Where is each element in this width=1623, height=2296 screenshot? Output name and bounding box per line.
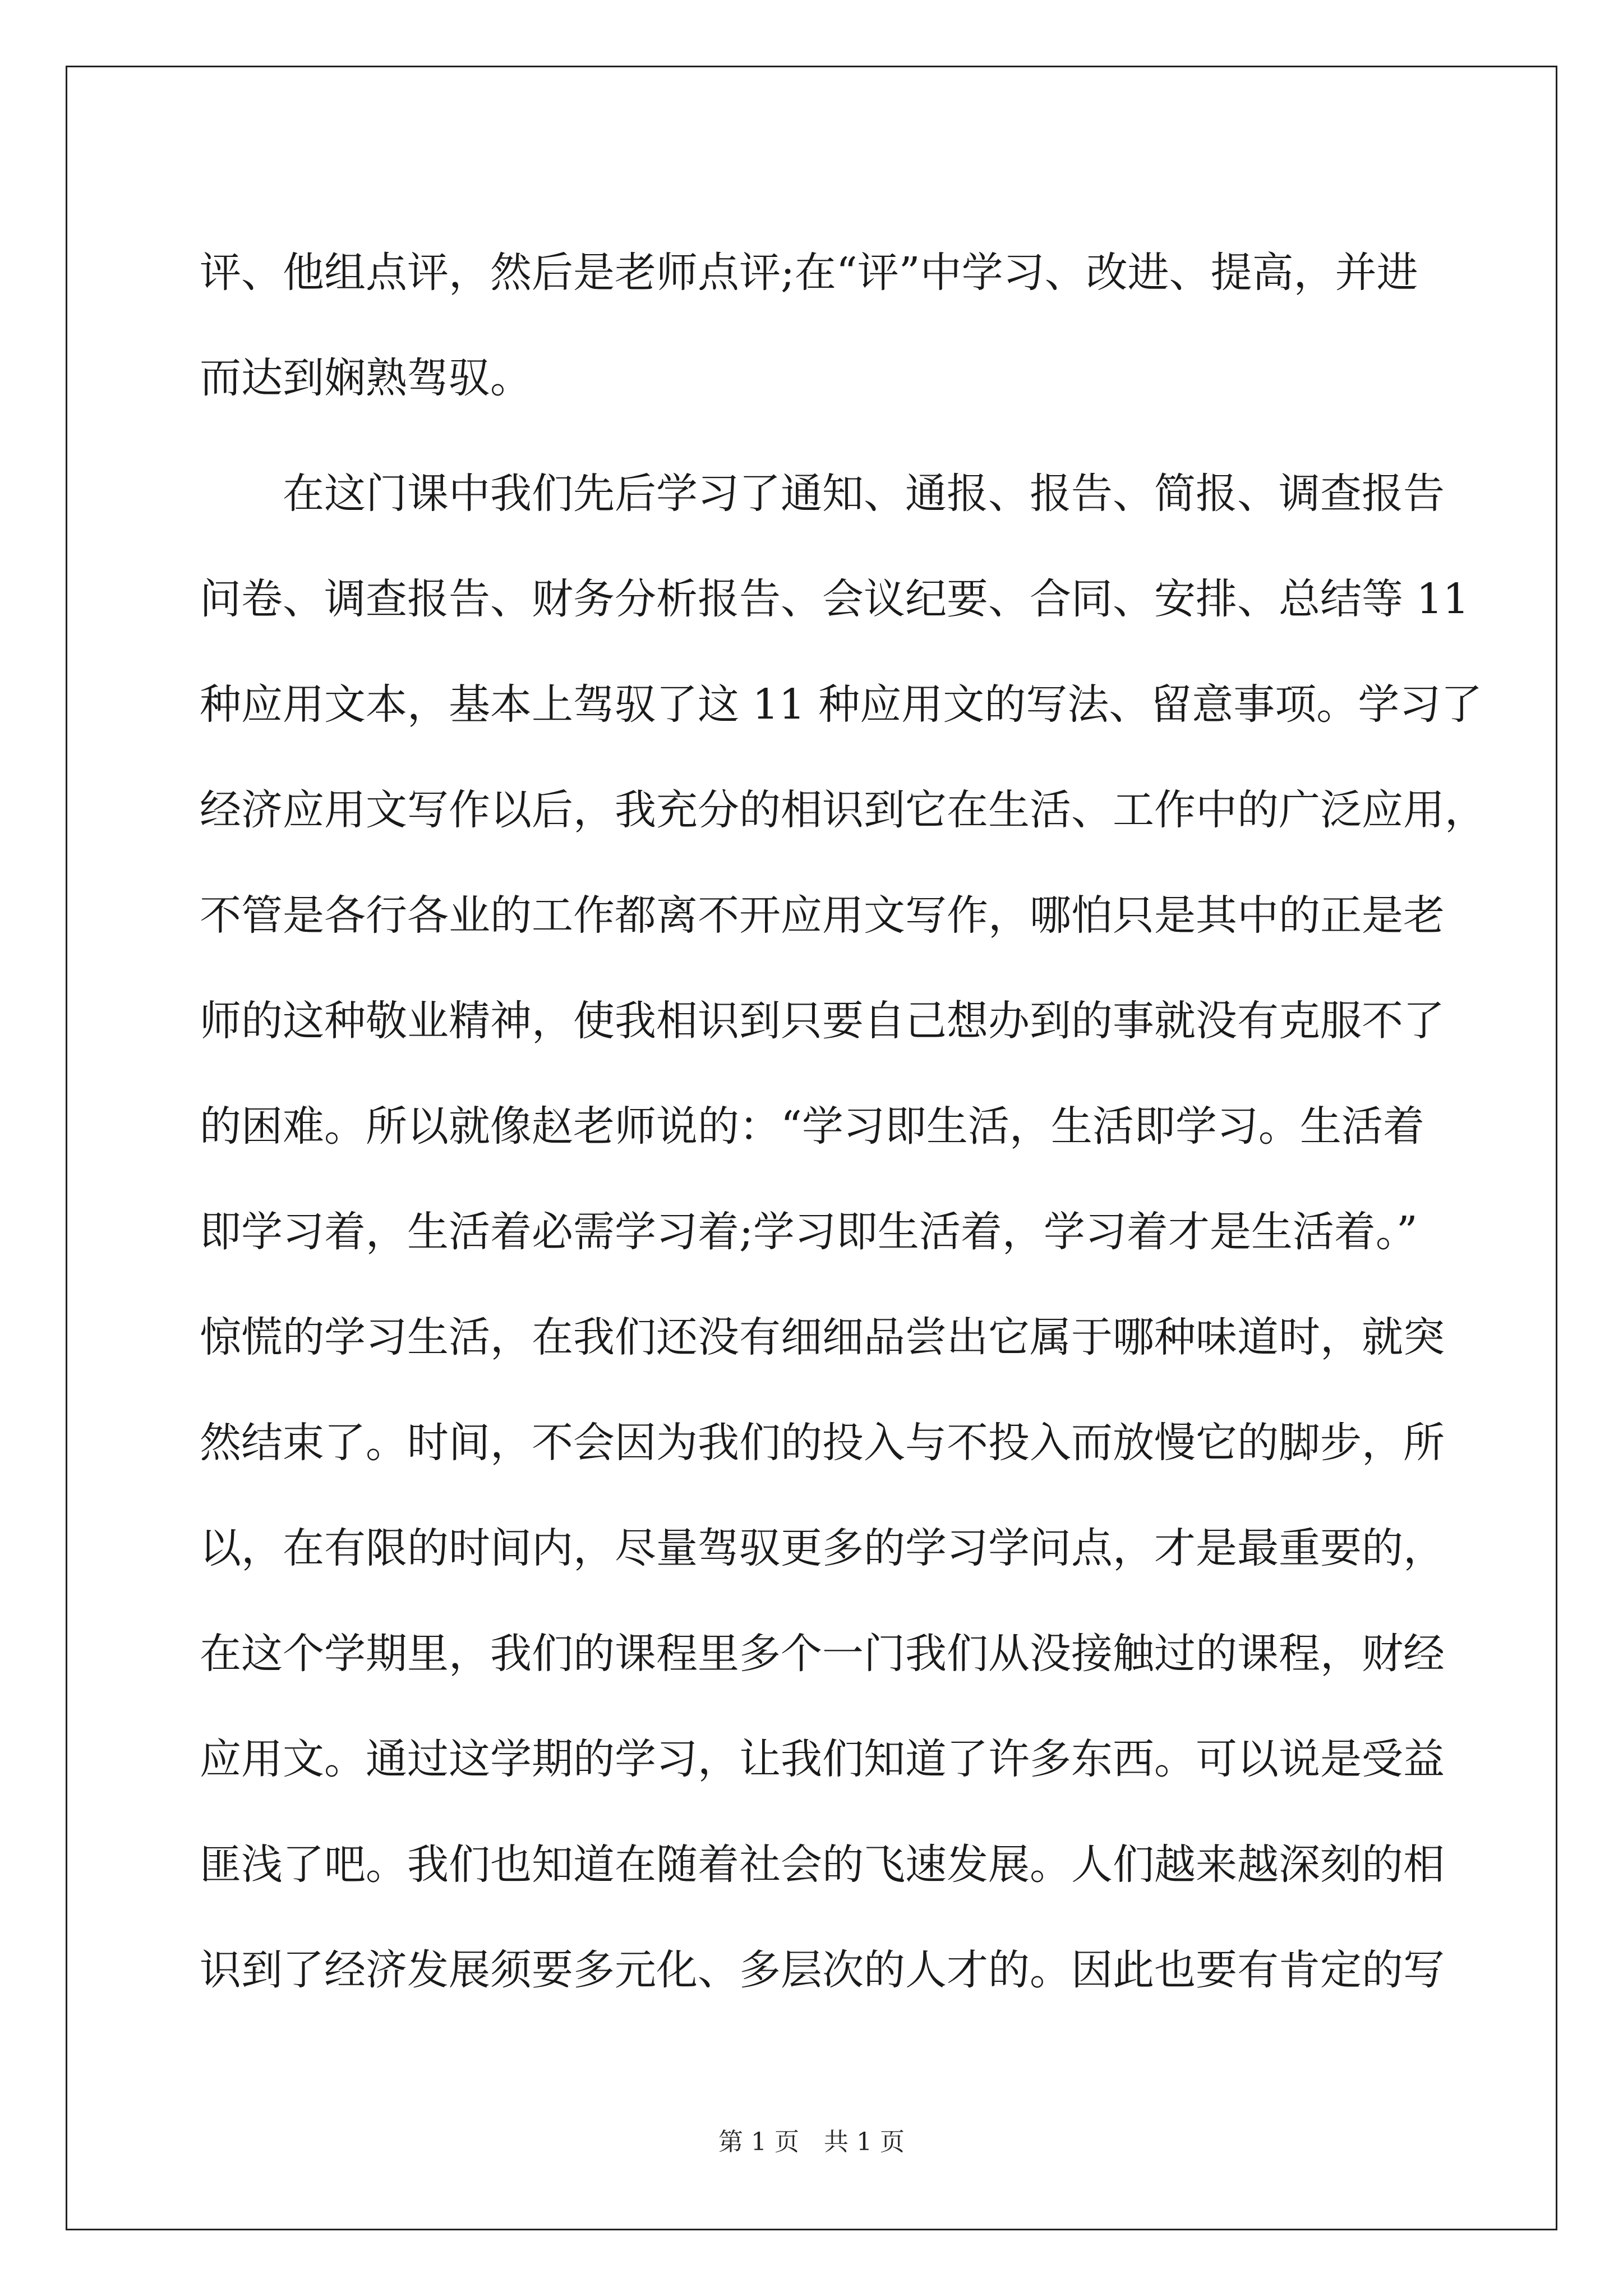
text-line: 以，在有限的时间内，尽量驾驭更多的学习学问点，才是最重要的，: [200, 1524, 1445, 1572]
text-line: 问卷、调查报告、财务分析报告、会议纪要、合同、安排、总结等 11: [200, 575, 1469, 623]
page-footer: 第 1 页 共 1 页: [718, 2128, 905, 2156]
text-line: 种应用文本，基本上驾驭了这 11 种应用文的写法、留意事项。学习了: [200, 680, 1483, 729]
text-line: 师的这种敬业精神，使我相识到只要自己想办到的事就没有克服不了: [200, 997, 1445, 1045]
text-line: 经济应用文写作以后，我充分的相识到它在生活、工作中的广泛应用，: [200, 786, 1486, 834]
text-line: 在这门课中我们先后学习了通知、通报、报告、简报、调查报告: [200, 470, 1445, 518]
text-line: 应用文。通过这学期的学习，让我们知道了许多东西。可以说是受益: [200, 1735, 1445, 1783]
text-line: 惊慌的学习生活，在我们还没有细细品尝出它属于哪种味道时，就突: [200, 1313, 1445, 1361]
text-line: 然结束了。时间，不会因为我们的投入与不投入而放慢它的脚步，所: [200, 1419, 1445, 1467]
document-body: [200, 220, 1486, 2023]
text-line: 不管是各行各业的工作都离不开应用文写作，哪怕只是其中的正是老: [200, 891, 1445, 940]
text-line: 在这个学期里，我们的课程里多个一门我们从没接触过的课程，财经: [200, 1630, 1445, 1678]
text-line: 即学习着，生活着必需学习着;学习即生活着，学习着才是生活着。”: [200, 1208, 1418, 1256]
text-line: 的困难。所以就像赵老师说的：“学习即生活，生活即学习。生活着: [200, 1102, 1424, 1151]
text-line: 识到了经济发展须要多元化、多层次的人才的。因此也要有肯定的写: [200, 1946, 1445, 1994]
text-line: 匪浅了吧。我们也知道在随着社会的飞速发展。人们越来越深刻的相: [200, 1841, 1445, 1889]
text-line: 而达到娴熟驾驭。: [200, 354, 532, 402]
text-line: 评、他组点评，然后是老师点评;在“评”中学习、改进、提高，并进: [200, 249, 1418, 297]
